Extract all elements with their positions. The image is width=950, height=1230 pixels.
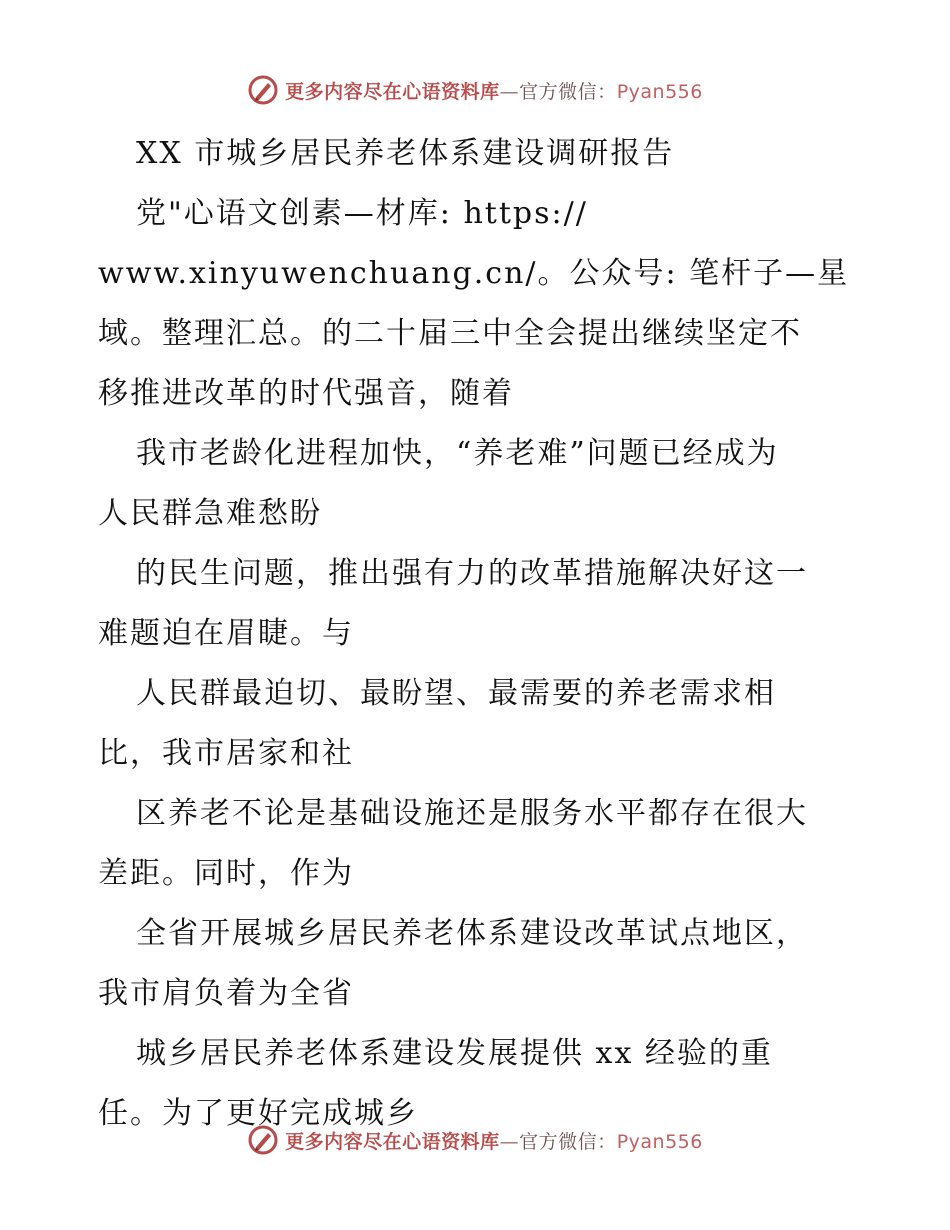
text-line: 移推进改革的时代强音，随着 <box>98 376 514 411</box>
footer-banner <box>0 1120 950 1160</box>
text-line: 我市老龄化进程加快，“养老难”问题已经成为 <box>136 436 779 471</box>
text-line: 区养老不论是基础设施还是服务水平都存在很大 <box>136 796 808 831</box>
banner-account: Pyan556 <box>616 80 703 103</box>
document-title: XX 市城乡居民养老体系建设调研报告 <box>136 136 675 171</box>
banner-label: 官方微信： <box>519 80 617 103</box>
text-line: 难题迫在眉睫。与 <box>98 616 354 651</box>
pen-logo-icon <box>247 1124 279 1156</box>
banner-label: 官方微信： <box>519 1130 617 1153</box>
banner-account: Pyan556 <box>616 1130 703 1153</box>
text-line: 党"心语文创素—材库: https:// <box>136 196 588 231</box>
document-body <box>98 124 858 1144</box>
text-line: 差距。同时，作为 <box>98 856 354 891</box>
text-line: 人民群最迫切、最盼望、最需要的养老需求相 <box>136 676 776 711</box>
text-line: 人民群急难愁盼 <box>98 496 322 531</box>
text-line: 任。为了更好完成城乡 <box>98 1096 418 1131</box>
header-banner <box>0 70 950 110</box>
banner-text <box>285 1127 703 1154</box>
text-line: 的民生问题，推出强有力的改革措施解决好这一 <box>136 556 808 591</box>
banner-brand: 更多内容尽在心语资料库 <box>285 80 500 103</box>
text-line: 城乡居民养老体系建设发展提供 xx 经验的重 <box>136 1036 773 1071</box>
text-line: 我市肩负着为全省 <box>98 976 354 1011</box>
banner-dash: — <box>499 1130 520 1153</box>
banner-brand: 更多内容尽在心语资料库 <box>285 1130 500 1153</box>
text-line: 域。整理汇总。的二十届三中全会提出继续坚定不 <box>98 316 802 351</box>
text-line: www.xinyuwenchuang.cn/。公众号: 笔杆子—星 <box>98 256 850 291</box>
text-line: 全省开展城乡居民养老体系建设改革试点地区， <box>136 916 808 951</box>
text-line: 比，我市居家和社 <box>98 736 354 771</box>
banner-text <box>285 77 703 104</box>
banner-dash: — <box>499 80 520 103</box>
pen-logo-icon <box>247 74 279 106</box>
